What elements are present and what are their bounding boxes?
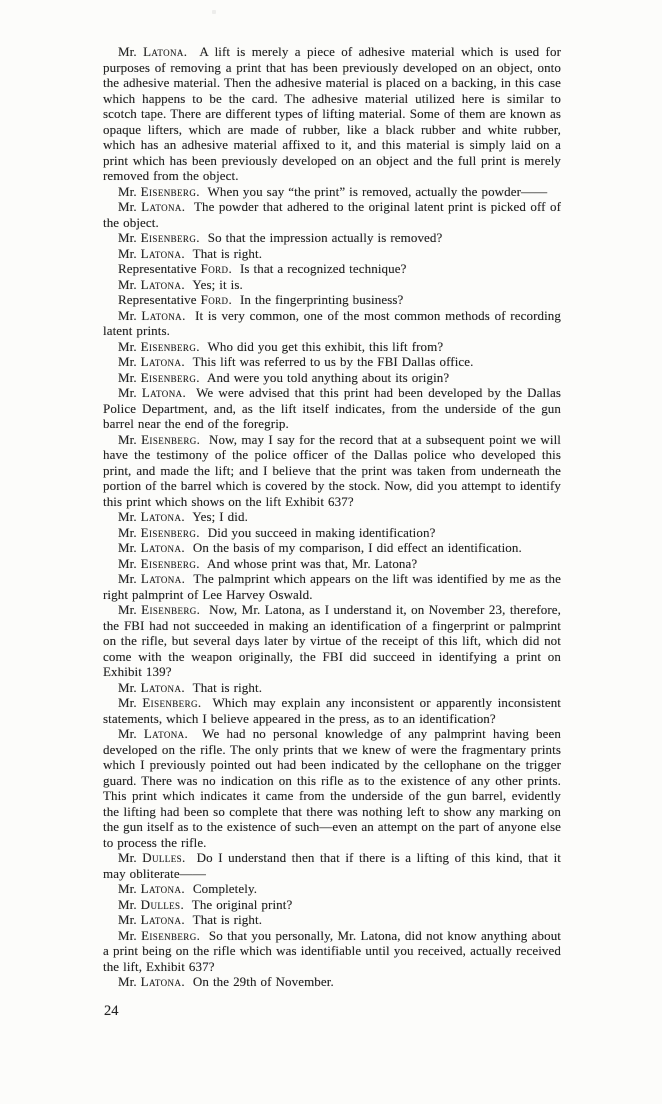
testimony-paragraph [103,432,561,510]
speaker-name: Latona. [143,44,188,59]
speaker-name: Latona. [140,679,185,695]
speaker-name: Dulles. [140,896,185,912]
speech-text: Completely. [185,881,258,896]
speech-text: Now, may I say for the record that at a subsequent point we will have the testimony of the police officer of the Dallas police who developed this print, and made the lift; and I believe that the print was taken from underneath the portion of the barrel which is covered by the stock. Now, did you attempt to identify this print which shows on the lift Exhibit 637? [103,431,562,509]
speaker-name: Eisenberg. [142,695,202,710]
speech-text: Which may explain any inconsistent or apparently inconsistent statements, which I believe appeared in the press, as to an identification? [103,695,562,726]
speaker-prefix: Mr. [118,850,143,865]
testimony-paragraph [103,540,561,556]
speaker-prefix: Mr. [118,245,141,261]
speaker-prefix: Mr. [118,896,141,912]
testimony-paragraph [103,261,561,277]
testimony-paragraph [103,695,561,726]
speech-text: A lift is merely a piece of adhesive material which is used for purposes of removing a print that has been previously developed on an object, onto the adhesive material. Then the adhesive material is placed on a backing, in this case which happens to be the card. The adhesive material utilized here is similar to scotch tape. There are different types of lifting material. Some of them are known as opaque lifters, which are made of rubber, like a black rubber and white rubber, which has an adhesive material affixed to it, and this material is simply laid on a print which has been previously developed on an object and the full print is merely removed from the object. [103,44,561,183]
speech-text: It is very common, one of the most common methods of recording latent prints. [103,307,562,338]
speaker-prefix: Mr. [118,276,141,292]
speaker-prefix: Mr. [118,509,141,524]
speech-text: On the 29th of November. [185,974,334,989]
speaker-prefix: Mr. [118,230,141,245]
speech-text: This lift was referred to us by the FBI Dallas office. [185,354,474,369]
speaker-prefix: Mr. [118,540,141,555]
speaker-name: Latona. [140,571,186,586]
speaker-name: Eisenberg. [140,369,200,385]
testimony-paragraph [103,354,561,370]
speaker-prefix: Mr. [118,524,141,540]
testimony-paragraph [103,277,561,293]
testimony-body [103,44,561,990]
speech-text: The palmprint which appears on the lift was identified by me as the right palmprint of Lee Harvey Oswald. [103,571,562,602]
speaker-prefix: Mr. [118,602,142,617]
testimony-paragraph [103,292,561,308]
speaker-name: Latona. [141,385,187,400]
speech-text: We had no personal knowledge of any palmprint having been developed on the rifle. The only prints that we knew of were the fragmentary prints which I previously pointed out had been indicated by the cellophane on the trigger guard. There was no indication on this rifle as to the existence of any other prints. This print which indicates it came from the underside of the gun barrel, evidently the lifting had been so complete that there was nothing left to show any marking on the gun itself as to the existence of such—even an attempt on the part of anyone else to process the rifle. [103,726,561,850]
speaker-name: Eisenberg. [140,338,200,354]
speech-text: That is right. [185,679,263,695]
speaker-prefix: Mr. [118,695,143,710]
speaker-name: Eisenberg. [140,183,200,199]
speaker-prefix: Mr. [118,927,142,943]
speaker-name: Eisenberg. [141,602,201,617]
testimony-paragraph [103,308,561,339]
testimony-paragraph [103,726,561,850]
speaker-prefix: Representative [118,261,201,276]
speech-text: Yes; I did. [185,509,248,524]
speech-text: Did you succeed in making identification? [199,524,436,540]
speech-text: So that you personally, Mr. Latona, did not know anything about a print being on the rifle which was identifiable until you received, actually received the lift, Exhibit 637? [103,927,562,974]
speaker-name: Ford. [200,292,233,307]
speaker-prefix: Mr. [118,571,141,586]
speaker-name: Eisenberg. [140,230,200,245]
speech-text: So that the impression actually is removed? [199,230,443,245]
speaker-name: Dulles. [142,850,186,865]
speech-text: Is that a recognized technique? [232,261,407,276]
testimony-paragraph [103,928,561,975]
speaker-name: Latona. [140,912,185,927]
speaker-prefix: Representative [118,292,201,307]
testimony-paragraph [103,680,561,696]
speaker-name: Eisenberg. [141,927,201,943]
speaker-name: Eisenberg. [140,524,200,540]
speech-text: Who did you get this exhibit, this lift from? [199,338,444,354]
speaker-prefix: Mr. [118,555,141,571]
speaker-name: Latona. [140,354,185,369]
speaker-name: Eisenberg. [141,431,201,447]
testimony-paragraph [103,850,561,881]
testimony-paragraph [103,199,561,230]
speech-text: And whose print was that, Mr. Latona? [199,555,418,571]
speech-text: The powder that adhered to the original latent print is picked off of the object. [103,199,562,230]
speaker-name: Latona. [140,276,185,292]
testimony-paragraph [103,571,561,602]
speech-text: Do I understand then that if there is a lifting of this kind, that it may obliterate—— [103,850,561,881]
speech-text: On the basis of my comparison, I did effect an identification. [185,540,522,555]
speech-text: Yes; it is. [185,276,243,292]
speaker-prefix: Mr. [118,338,141,354]
testimony-paragraph [103,912,561,928]
testimony-paragraph [103,44,561,184]
speech-text: The original print? [184,896,293,912]
scan-artifact [212,10,216,14]
speaker-name: Eisenberg. [140,555,200,571]
testimony-paragraph [103,385,561,432]
speech-text: That is right. [185,245,263,261]
speaker-prefix: Mr. [118,726,144,741]
speech-text: In the fingerprinting business? [232,292,404,307]
speech-text: We were advised that this print had been developed by the Dallas Police Department, and, as the lift itself indicates, from the underside of the gun barrel near the end of the foregrip. [103,385,561,431]
speaker-prefix: Mr. [118,44,144,59]
testimony-paragraph [103,897,561,913]
speech-text: When you say “the print” is removed, actually the powder—— [199,183,548,199]
speaker-name: Latona. [140,245,185,261]
speaker-name: Latona. [140,881,185,896]
speaker-name: Latona. [140,540,185,555]
speaker-prefix: Mr. [118,881,141,896]
speaker-name: Latona. [140,974,185,989]
speaker-prefix: Mr. [118,431,142,447]
speaker-name: Latona. [140,509,185,524]
speech-text: Now, Mr. Latona, as I understand it, on November 23, therefore, the FBI had not succeeded in making an identification of a fingerprint or palmprint on the rifle, but several days later by virtue of the receipt of this lift, which did not come with the weapon originally, the FBI did succeed in identifying a print on Exhibit 139? [103,602,561,679]
speaker-prefix: Mr. [118,354,141,369]
testimony-paragraph [103,974,561,990]
testimony-paragraph [103,184,561,200]
speech-text: That is right. [185,912,263,927]
testimony-paragraph [103,881,561,897]
speech-text: And were you told anything about its origin? [199,369,450,385]
speaker-prefix: Mr. [118,307,142,323]
testimony-paragraph [103,509,561,525]
testimony-paragraph [103,602,561,680]
speaker-name: Latona. [141,199,186,214]
speaker-prefix: Mr. [118,369,141,385]
speaker-prefix: Mr. [118,912,141,927]
speaker-name: Latona. [141,307,186,323]
page-number: 24 [104,1003,119,1019]
testimony-paragraph [103,339,561,355]
speaker-prefix: Mr. [118,974,141,989]
speaker-name: Latona. [143,726,189,741]
speaker-prefix: Mr. [118,199,142,214]
testimony-paragraph [103,525,561,541]
testimony-paragraph [103,370,561,386]
testimony-paragraph [103,246,561,262]
speaker-prefix: Mr. [118,679,141,695]
speaker-prefix: Mr. [118,385,142,400]
testimony-paragraph [103,556,561,572]
speaker-prefix: Mr. [118,183,141,199]
testimony-paragraph [103,230,561,246]
speaker-name: Ford. [200,261,233,276]
